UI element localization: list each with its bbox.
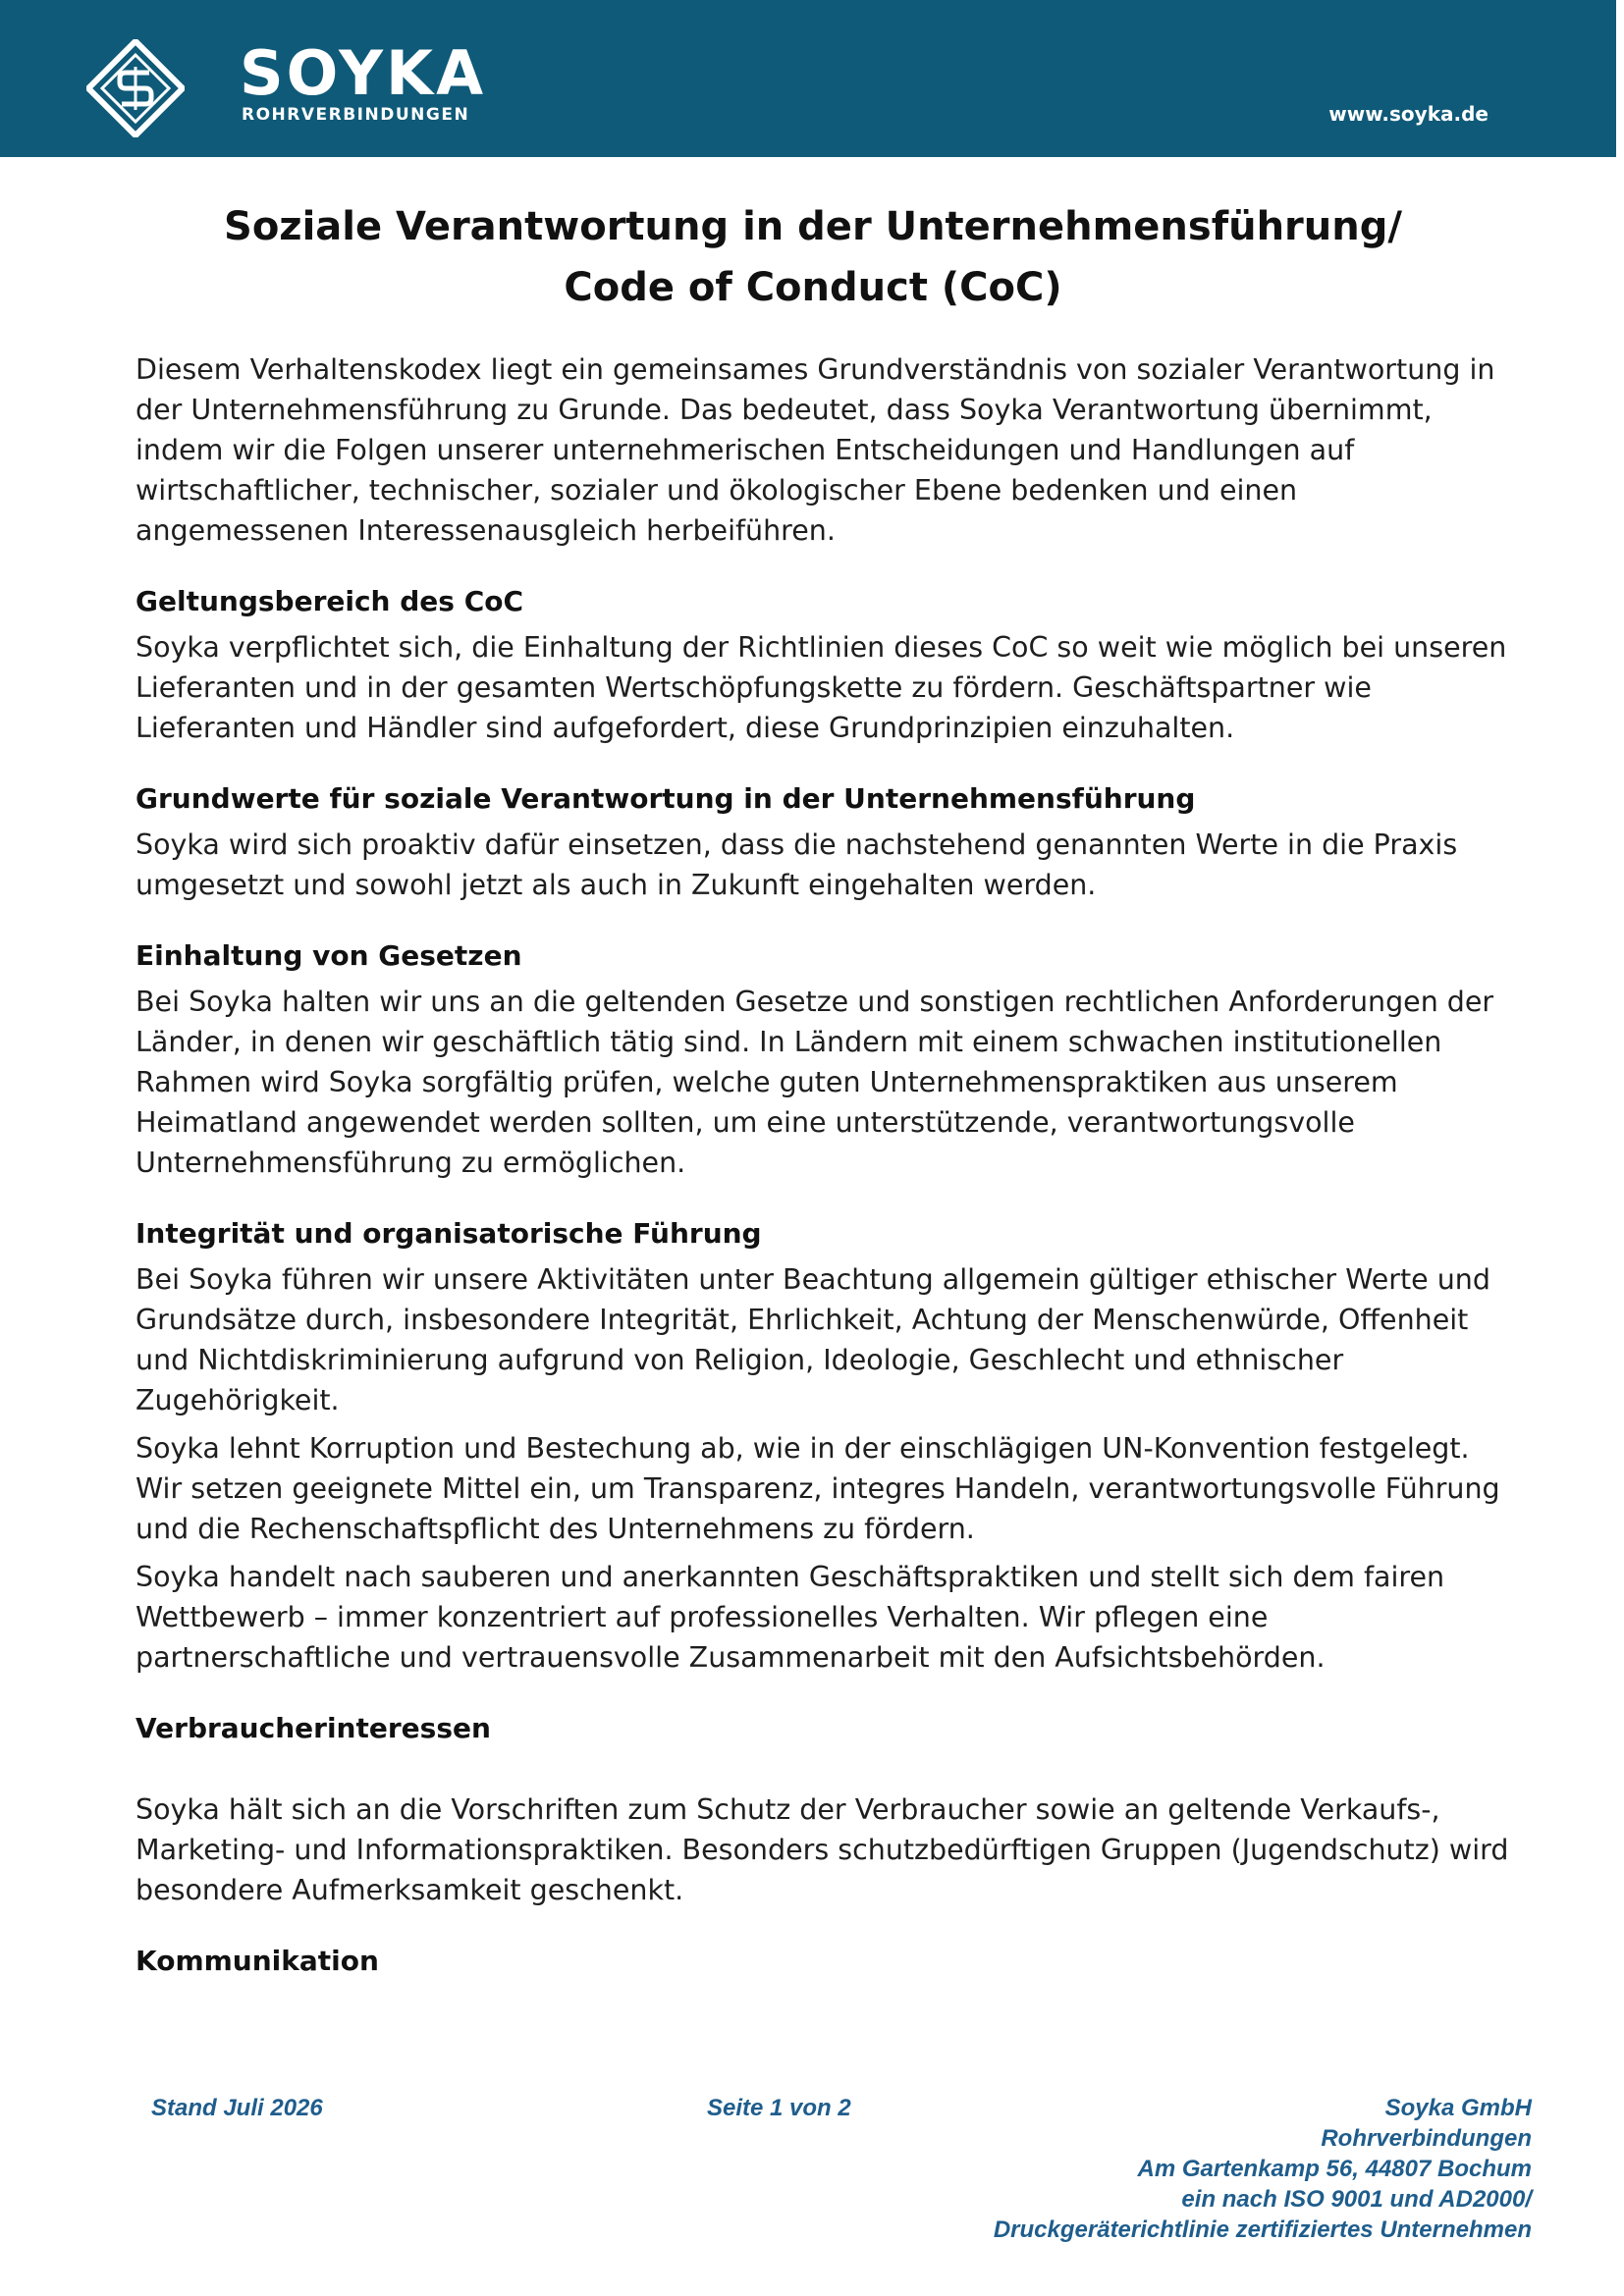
- section-heading-law: Einhaltung von Gesetzen: [135, 939, 522, 972]
- title-line-1: Soziale Verantwortung in der Unternehmensführung/: [224, 204, 1402, 249]
- footer-company-line: ein nach ISO 9001 und AD2000/: [1181, 2186, 1532, 2213]
- section-heading-values: Grundwerte für soziale Verantwortung in der Unternehmensführung: [135, 782, 1196, 815]
- section-paragraph: Bei Soyka führen wir unsere Aktivitäten unter Beachtung allgemein gültiger ethischer Werte und Grundsätze durch, insbesondere Integrität, Ehrlichkeit, Achtung der Menschenwürde, Offenheit und Nichtdiskriminierung aufgrund von Religion, Ideologie, Geschlecht und ethnischer Zugehörigkeit.: [135, 1263, 1490, 1416]
- website-link[interactable]: www.soyka.de: [1328, 102, 1489, 126]
- footer-company-line: Soyka GmbH: [1384, 2095, 1532, 2121]
- footer-date: Stand Juli 2026: [151, 2095, 323, 2121]
- footer-company-line: Druckgeräterichtlinie zertifiziertes Unternehmen: [993, 2216, 1532, 2243]
- footer-company-info: [994, 2093, 1532, 2245]
- brand-name: SOYKA: [240, 37, 487, 109]
- soyka-diamond-logo-icon: [86, 39, 185, 137]
- footer-page-number: Seite 1 von 2: [707, 2095, 851, 2121]
- section-heading-consumer: Verbraucherinteressen: [135, 1712, 491, 1744]
- section-heading-integrity: Integrität und organisatorische Führung: [135, 1217, 762, 1250]
- brand-subtitle: ROHRVERBINDUNGEN: [242, 105, 470, 125]
- section-paragraph: Soyka handelt nach sauberen und anerkannten Geschäftspraktiken und stellt sich dem fairen Wettbewerb – immer konzentriert auf professionelles Verhalten. Wir pflegen eine partnerschaftliche und vertrauensvolle Zusammenarbeit mit den Aufsichtsbehörden.: [135, 1561, 1445, 1674]
- section-paragraph: Soyka verpflichtet sich, die Einhaltung der Richtlinien dieses CoC so weit wie möglich bei unseren Lieferanten und in der gesamten Wertschöpfungskette zu fördern. Geschäftspartner wie Lieferanten und Händler sind aufgefordert, diese Grundprinzipien einzuhalten.: [135, 631, 1507, 744]
- section-heading-communication: Kommunikation: [135, 1945, 379, 1977]
- section-paragraph: Bei Soyka halten wir uns an die geltenden Gesetze und sonstigen rechtlichen Anforderungen der Länder, in denen wir geschäftlich tätig sind. In Ländern mit einem schwachen institutionellen Rahmen wird Soyka sorgfältig prüfen, welche guten Unternehmenspraktiken aus unserem Heimatland angewendet werden sollten, um eine unterstützende, verantwortungsvolle Unternehmensführung zu ermöglichen.: [135, 986, 1494, 1179]
- intro-paragraph: Diesem Verhaltenskodex liegt ein gemeinsames Grundverständnis von sozialer Verantwortung in der Unternehmensführung zu Grunde. Das bedeutet, dass Soyka Verantwortung übernimmt, indem wir die Folgen unserer unternehmerischen Entscheidungen und Handlungen auf wirtschaftlicher, technischer, sozialer und ökologischer Ebene bedenken und einen angemessenen Interessenausgleich herbeiführen.: [135, 353, 1495, 547]
- page-header: [0, 0, 1624, 157]
- footer-company-line: Rohrverbindungen: [1321, 2125, 1532, 2152]
- section-paragraph: Soyka lehnt Korruption und Bestechung ab, wie in der einschlägigen UN-Konvention festgelegt. Wir setzen geeignete Mittel ein, um Transparenz, integres Handeln, verantwortungsvolle Führung und die Rechenschaftspflicht des Unternehmens zu fördern.: [135, 1432, 1500, 1545]
- document-body: [135, 349, 1510, 1987]
- document-title: [135, 196, 1490, 318]
- section-paragraph: Soyka hält sich an die Vorschriften zum Schutz der Verbraucher sowie an geltende Verkaufs-, Marketing- und Informationspraktiken. Besonders schutzbedürftigen Gruppen (Jugendschutz) wird besondere Aufmerksamkeit geschenkt.: [135, 1793, 1509, 1906]
- section-heading-scope: Geltungsbereich des CoC: [135, 585, 524, 617]
- title-line-2: Code of Conduct (CoC): [564, 265, 1062, 310]
- section-paragraph: Soyka wird sich proaktiv dafür einsetzen, dass die nachstehend genannten Werte in die Praxis umgesetzt und sowohl jetzt als auch in Zukunft eingehalten werden.: [135, 828, 1458, 901]
- footer-company-line: Am Gartenkamp 56, 44807 Bochum: [1137, 2156, 1532, 2182]
